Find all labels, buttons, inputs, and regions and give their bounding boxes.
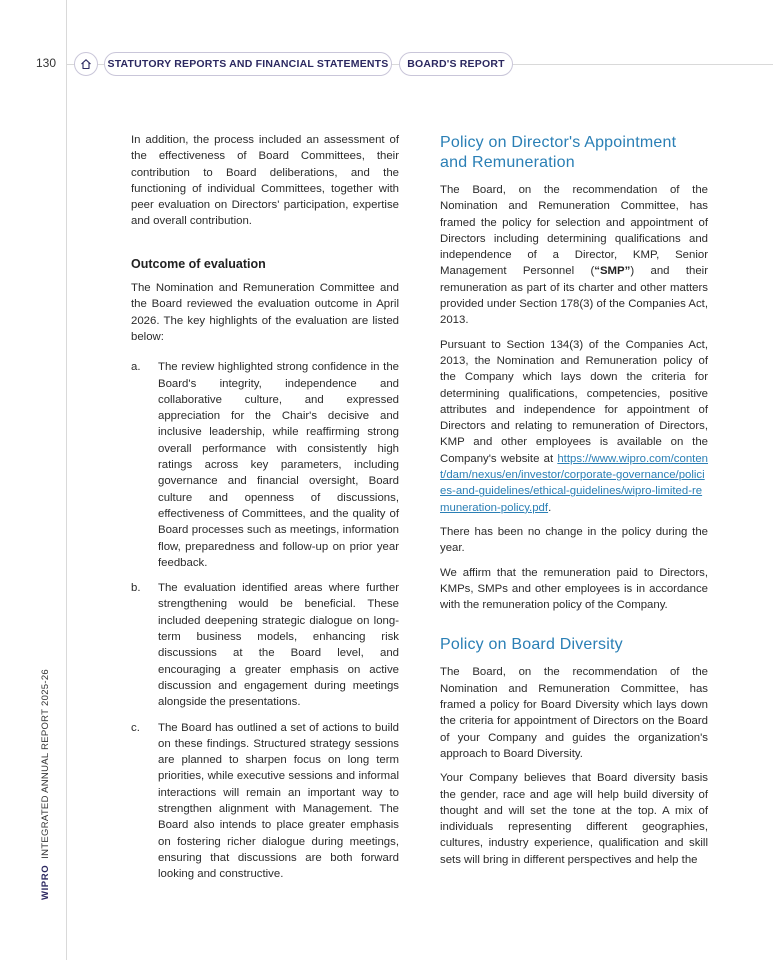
home-icon [80,58,92,70]
policy-link-period: . [548,501,552,514]
board-diversity-heading: Policy on Board Diversity [440,636,623,654]
outcome-heading: Outcome of evaluation [131,256,266,271]
vertical-rule [66,0,67,960]
diversity-paragraph-2: Your Company believes that Board diversity basis the gender, race and age will help build diversity of thought and will set the tone at the top. A mix of individuals representing different geographies, cultures, industry experience, qualification and skill sets will bring in different perspectives and help the [440,772,708,866]
diversity-paragraph-1: The Board, on the recommendation of the Nomination and Remuneration Committee, has framed a policy for Board Diversity which lays down the criteria for appointment of Directors on the Board of your Company and guides the organization's approach to Board Diversity. [440,666,708,760]
sidebar-report-title [40,669,51,900]
list-item [131,580,399,710]
no-change-paragraph: There has been no change in the policy during the year. [440,525,708,555]
list-item-text: The evaluation identified areas where further strengthening would be beneficial. These included deepening strategic dialogue on long-term business models, enhancing risk discussions at the Board level, and encouraging a greater emphasis on active discussion and engagement during meetings alongside the presentations. [158,582,399,709]
list-item [131,359,399,571]
appointment-policy-heading: Policy on Director's Appointment and Remuneration [440,134,677,171]
intro-paragraph: In addition, the process included an assessment of the effectiveness of Board Committees, their contribution to Board deliberations, and the functioning of individual Committees, together with peer evaluation on Directors' participation, expertise and overall contribution. [131,134,399,228]
left-column [131,132,399,891]
brand-name: WIPRO [40,864,51,900]
list-marker: a. [131,361,141,374]
page-number: 130 [36,56,57,70]
list-marker: b. [131,582,141,595]
appointment-paragraph [440,182,708,329]
policy-link-paragraph [440,337,708,516]
highlights-list [131,359,399,882]
smp-term: “SMP” [594,265,631,278]
section-tab-boards-report[interactable]: BOARD'S REPORT [399,52,513,76]
section-tab-statutory-reports[interactable]: STATUTORY REPORTS AND FINANCIAL STATEMENTS [104,52,392,76]
list-item-text: The review highlighted strong confidence in the Board's integrity, independence and collaborative culture, and expressed appreciation for the Chair's decisive and inclusive leadership, while reaffirming strong overall performance with consistently high ratings across key parameters, including governance and financial oversight, Board culture and openness of discussions, effectiveness of Committees, and the quality of Board processes such as meetings, information flow, preparedness and follow-up on prior year feedback. [158,361,399,569]
right-column [440,133,708,876]
affirmation-paragraph: We affirm that the remuneration paid to Directors, KMPs, SMPs and other employees is in accordance with the remuneration policy of the Company. [440,566,708,612]
appointment-text-1: The Board, on the recommendation of the Nomination and Remuneration Committee, has framed the policy for selection and appointment of Directors including determining qualifications and independence of a Director, KMP, Senior Management Personnel ( [440,184,708,278]
appointment-text-2: ) and their remuneration as part of its charter and other matters provided under Section 178(3) of the Companies Act, 2013. [440,265,708,327]
remuneration-policy-link[interactable]: https://www.wipro.com/content/dam/nexus/en/investor/corporate-governance/policies-and-guidelines/ethical-guidelines/wipro-limited-remuneration-policy.pdf [440,452,708,514]
list-item-text: The Board has outlined a set of actions to build on these findings. Structured strategy sessions are planned to sharpen focus on long term priorities, while executive sessions and informal interactions will remain an important way to strengthen alignment with Management. The Board also intends to place greater emphasis on fostering richer dialogue during meetings, ensuring that discussions are both forward looking and constructive. [158,721,399,881]
home-button[interactable] [74,52,98,76]
policy-link-text: Pursuant to Section 134(3) of the Companies Act, 2013, the Nomination and Remuneration policy of the Company which lays down the criteria for determining qualifications, competencies, positive attributes and independence for appointment of Directors and relating to remuneration of Directors, KMP and other employees is available on the Company's website at [440,338,708,465]
list-marker: c. [131,721,140,734]
report-title: INTEGRATED ANNUAL REPORT 2025-26 [40,668,51,859]
list-item [131,720,399,883]
outcome-paragraph: The Nomination and Remuneration Committee and the Board reviewed the evaluation outcome in April 2026. The key highlights of the evaluation are listed below: [131,282,399,343]
